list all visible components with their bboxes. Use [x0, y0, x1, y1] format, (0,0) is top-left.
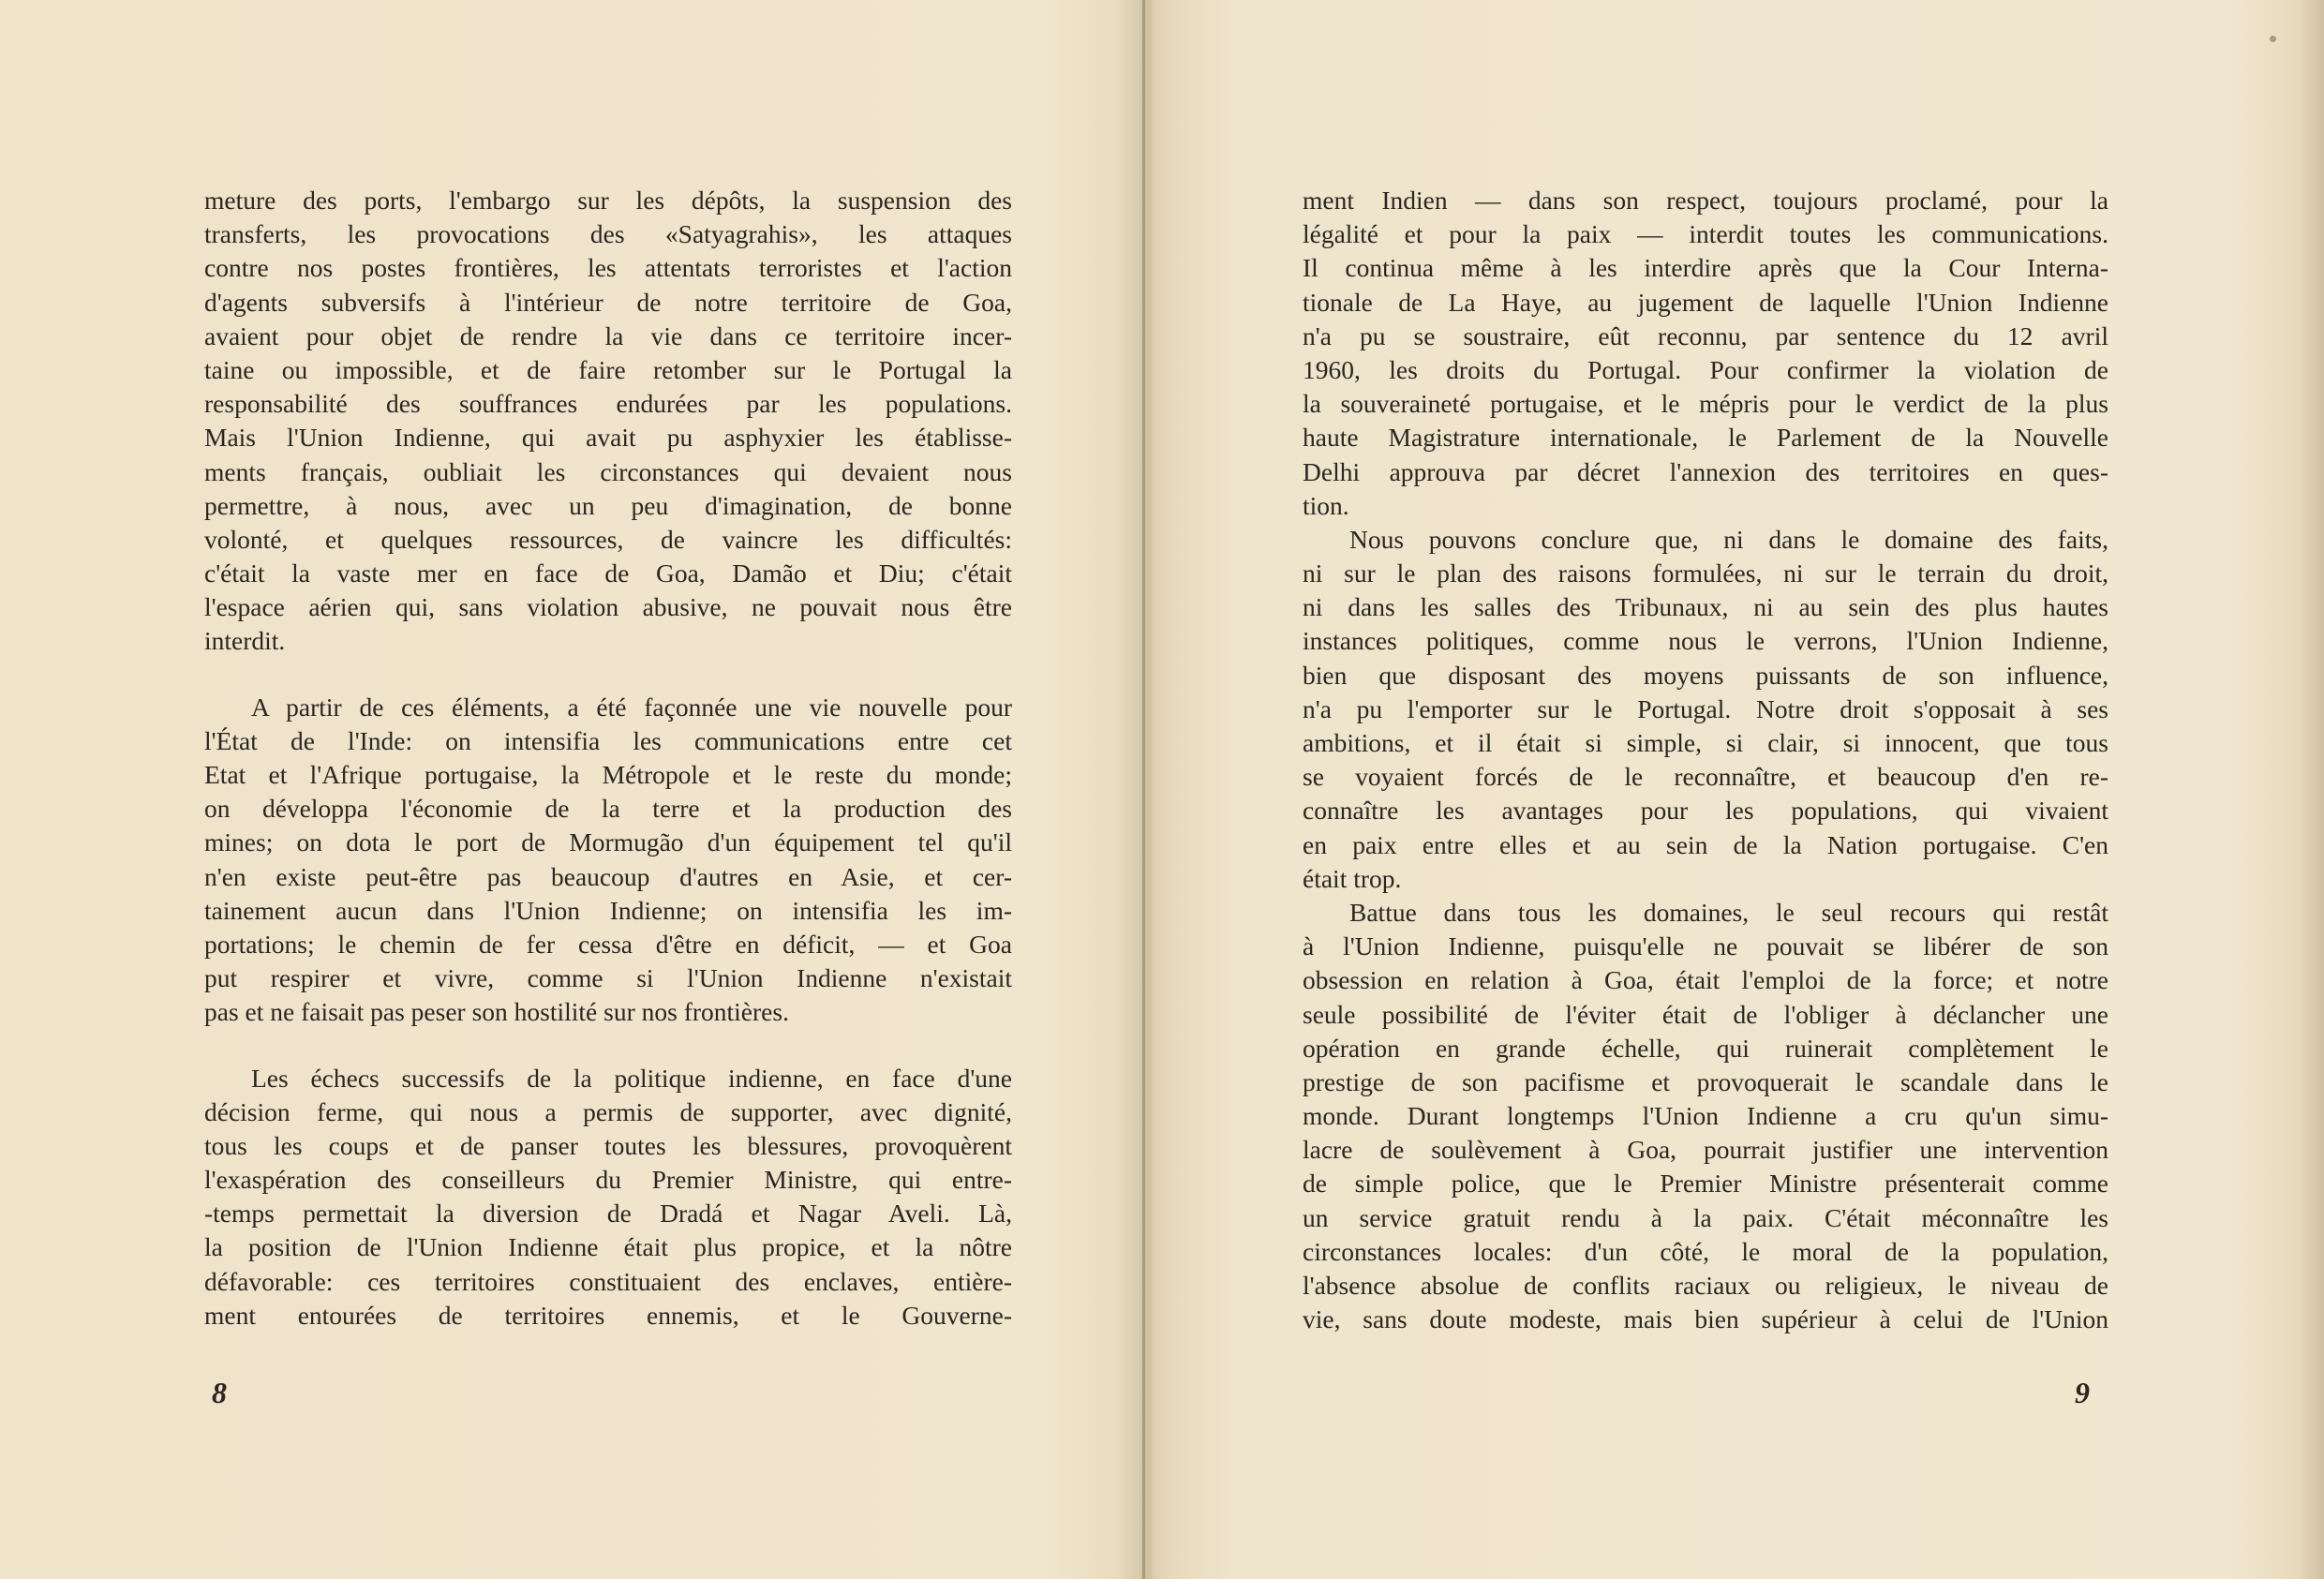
text-line: tous les coups et de panser toutes les blessures, provoquèrent [204, 1130, 1012, 1160]
text-line: mines; on dota le port de Mormugão d'un équipement tel qu'il [204, 827, 1012, 857]
text-line: en paix entre elles et au sein de la Nation portugaise. C'en [1303, 829, 2108, 859]
text-line: seule possibilité de l'éviter était de l'obliger à déclancher une [1303, 999, 2108, 1029]
text-line: transferts, les provocations des «Satyagrahis», les attaques [204, 219, 1012, 249]
text-line: tionale de La Haye, au jugement de laquelle l'Union Indienne [1303, 287, 2108, 317]
text-line: ni sur le plan des raisons formulées, ni sur le terrain du droit, [1303, 559, 2108, 588]
text-line: prestige de son pacifisme et provoquerait le scandale dans le [1303, 1066, 2108, 1096]
right-page-number: 9 [2075, 1376, 2090, 1409]
text-line: c'était la vaste mer en face de Goa, Damão et Diu; c'était [204, 559, 1012, 588]
book-gutter [1142, 0, 1145, 1579]
text-line: l'exaspération des conseilleurs du Premier Ministre, qui entre- [204, 1165, 1012, 1195]
right-page [1303, 184, 2108, 1336]
text-line: instances politiques, comme nous le verrons, l'Union Indienne, [1303, 626, 2108, 656]
page-edge-shadow [2298, 0, 2324, 1579]
text-line: ni dans les salles des Tribunaux, ni au sein des plus hautes [1303, 592, 2108, 622]
text-line: put respirer et vivre, comme si l'Union Indienne n'existait [204, 963, 1012, 993]
paragraph [1303, 523, 2108, 896]
text-line: Mais l'Union Indienne, qui avait pu asphyxier les établisse- [204, 423, 1012, 453]
text-line: avaient pour objet de rendre la vie dans ce territoire incer- [204, 320, 1012, 350]
text-line: à l'Union Indienne, puisqu'elle ne pouvait se libérer de son [1303, 931, 2108, 961]
text-line: bien que disposant des moyens puissants de son influence, [1303, 660, 2108, 690]
text-line: de simple police, que le Premier Ministre présenterait comme [1303, 1169, 2108, 1199]
text-line: interdit. [204, 626, 286, 656]
text-line: haute Magistrature internationale, le Parlement de la Nouvelle [1303, 423, 2108, 453]
paper-spot [2270, 36, 2276, 42]
text-line: tion. [1303, 490, 1349, 520]
text-line: n'en existe peut-être pas beaucoup d'autres en Asie, et cer- [204, 861, 1012, 891]
text-line: la souveraineté portugaise, et le mépris pour le verdict de la plus [1303, 389, 2108, 419]
text-line: portations; le chemin de fer cessa d'être en déficit, — et Goa [204, 929, 1012, 959]
text-line: était trop. [1303, 863, 1402, 893]
text-line: se voyaient forcés de le reconnaître, et beaucoup d'en re- [1303, 762, 2108, 792]
paragraph [204, 184, 1012, 659]
paragraph [1303, 184, 2108, 523]
text-line: pas et ne faisait pas peser son hostilité sur nos frontières. [204, 997, 789, 1027]
text-line: la position de l'Union Indienne était plus propice, et la nôtre [204, 1232, 1012, 1262]
text-line: l'absence absolue de conflits raciaux ou religieux, le niveau de [1303, 1271, 2108, 1300]
text-line: permettre, à nous, avec un peu d'imagination, de bonne [204, 490, 1012, 520]
paragraph-gap [204, 1030, 1012, 1062]
text-line: un service gratuit rendu à la paix. C'était méconnaître les [1303, 1202, 2108, 1232]
text-line: n'a pu se soustraire, eût reconnu, par sentence du 12 avril [1303, 320, 2108, 350]
text-line: 1960, les droits du Portugal. Pour confirmer la violation de [1303, 354, 2108, 384]
text-line: ments français, oubliait les circonstances qui devaient nous [204, 456, 1012, 486]
text-line: opération en grande échelle, qui ruinerait complètement le [1303, 1033, 2108, 1063]
text-line: ambitions, et il était si simple, si clair, si innocent, que tous [1303, 728, 2108, 757]
text-line: d'agents subversifs à l'intérieur de notre territoire de Goa, [204, 287, 1012, 317]
text-line: on développa l'économie de la terre et la production des [204, 794, 1012, 824]
text-line: monde. Durant longtemps l'Union Indienne a cru qu'un simu- [1303, 1101, 2108, 1131]
text-line: Il continua même à les interdire après que la Cour Interna- [1303, 253, 2108, 283]
text-line: A partir de ces éléments, a été façonnée une vie nouvelle pour [251, 692, 1012, 722]
text-line: responsabilité des souffrances endurées par les populations. [204, 389, 1012, 419]
left-page-number: 8 [212, 1376, 227, 1409]
paragraph [1303, 896, 2108, 1336]
left-page-text [204, 184, 1012, 1333]
text-line: tainement aucun dans l'Union Indienne; on intensifia les im- [204, 895, 1012, 925]
text-line: volonté, et quelques ressources, de vaincre les difficultés: [204, 524, 1012, 554]
text-line: lacre de soulèvement à Goa, pourrait justifier une intervention [1303, 1135, 2108, 1165]
text-line: obsession en relation à Goa, était l'emploi de la force; et notre [1303, 965, 2108, 995]
text-line: ment Indien — dans son respect, toujours proclamé, pour la [1303, 186, 2108, 215]
paragraph [204, 1062, 1012, 1333]
right-page-text [1303, 184, 2108, 1336]
text-line: Delhi approuva par décret l'annexion des territoires en ques- [1303, 456, 2108, 486]
paragraph [204, 691, 1012, 1030]
text-line: n'a pu l'emporter sur le Portugal. Notre droit s'opposait à ses [1303, 693, 2108, 723]
left-page [204, 184, 1012, 1333]
text-line: -temps permettait la diversion de Dradá et Nagar Aveli. Là, [204, 1199, 1012, 1229]
text-line: décision ferme, qui nous a permis de supporter, avec dignité, [204, 1096, 1012, 1126]
text-line: défavorable: ces territoires constituaient des enclaves, entière- [204, 1266, 1012, 1296]
text-line: contre nos postes frontières, les attentats terroristes et l'action [204, 253, 1012, 283]
text-line: Battue dans tous les domaines, le seul recours qui restât [1349, 897, 2108, 927]
text-line: Nous pouvons conclure que, ni dans le domaine des faits, [1349, 524, 2108, 554]
paragraph-gap [204, 659, 1012, 691]
text-line: l'espace aérien qui, sans violation abusive, ne pouvait nous être [204, 592, 1012, 622]
text-line: l'État de l'Inde: on intensifia les communications entre cet [204, 725, 1012, 755]
text-line: meture des ports, l'embargo sur les dépôts, la suspension des [204, 186, 1012, 215]
text-line: Les échecs successifs de la politique indienne, en face d'une [251, 1063, 1012, 1093]
text-line: vie, sans doute modeste, mais bien supérieur à celui de l'Union [1303, 1304, 2108, 1334]
text-line: ment entourées de territoires ennemis, et le Gouverne- [204, 1300, 1012, 1330]
text-line: taine ou impossible, et de faire retomber sur le Portugal la [204, 354, 1012, 384]
text-line: Etat et l'Afrique portugaise, la Métropole et le reste du monde; [204, 760, 1012, 789]
text-line: connaître les avantages pour les populations, qui vivaient [1303, 796, 2108, 826]
text-line: légalité et pour la paix — interdit toutes les communications. [1303, 219, 2108, 249]
text-line: circonstances locales: d'un côté, le moral de la population, [1303, 1236, 2108, 1266]
